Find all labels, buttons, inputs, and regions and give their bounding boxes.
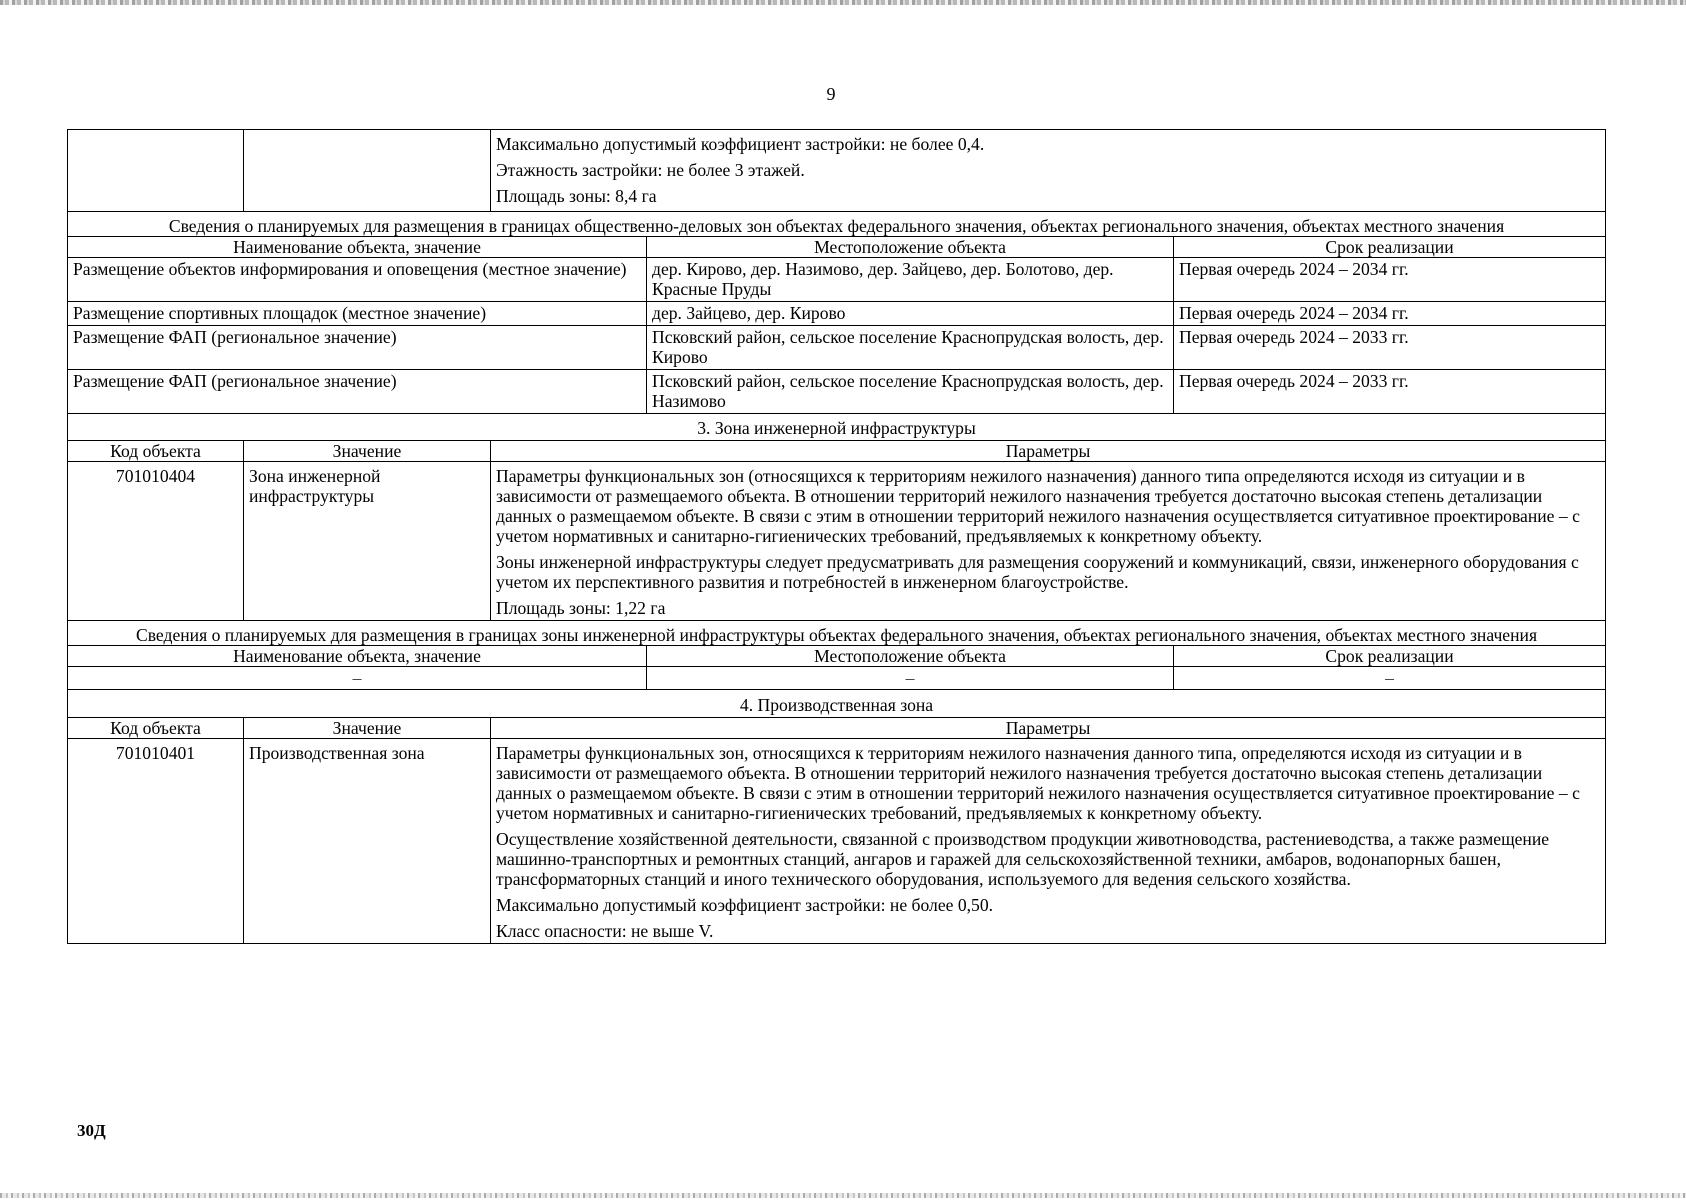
- object-location: Псковский район, сельское поселение Краснопрудская волость, дер. Кирово: [647, 326, 1174, 370]
- object-location: Псковский район, сельское поселение Краснопрудская волость, дер. Назимово: [647, 370, 1174, 414]
- zone-code: 701010401: [68, 739, 244, 944]
- column-header-code: Код объекта: [68, 718, 244, 739]
- column-header-params: Параметры: [491, 718, 1606, 739]
- document-code: 30Д: [77, 1121, 106, 1140]
- public-objects-header-row: [68, 237, 1606, 258]
- param-line: Этажность застройки: не более 3 этажей.: [496, 160, 805, 180]
- object-name: Размещение спортивных площадок (местное значение): [68, 302, 647, 326]
- table-row: [68, 258, 1606, 302]
- param-paragraph: Площадь зоны: 1,22 га: [496, 598, 666, 618]
- public-objects-heading-row: [68, 212, 1606, 237]
- zone-params: [491, 462, 1606, 621]
- zone-value: Производственная зона: [244, 739, 491, 944]
- table-row: [68, 370, 1606, 414]
- object-term: Первая очередь 2024 – 2033 гг.: [1174, 370, 1606, 414]
- zone-params: [491, 739, 1606, 944]
- zone-row: [68, 739, 1606, 944]
- param-paragraph: Осуществление хозяйственной деятельности, связанной с производством продукции животноводства, растениеводства, а также размещение машинно-транспортных и ремонтных станций, ангаров и гаражей для сельскохозяйственной техники, амбаров, водонапорных башен, трансформаторных станций и иного технического оборудования, используемого для ведения сельского хозяйства.: [496, 829, 1550, 889]
- public-objects-heading: Сведения о планируемых для размещения в границах общественно-деловых зон объектах федерального значения, объектах регионального значения, объектах местного значения: [68, 212, 1606, 237]
- engineering-objects-heading-row: [68, 621, 1606, 646]
- param-paragraph: Параметры функциональных зон, относящихся к территориям нежилого назначения данного типа, определяются исходя из ситуации и в зависимости от размещаемого объекта. В отношении территорий нежилого назначения требуется достаточно высокая степень детализации данных о размещаемом объекте. В связи с этим в отношении территорий нежилого назначения осуществляется ситуативное проектирование – с учетом нормативных и санитарно-гигиенических требований, предъявляемых к конкретному объекту.: [496, 743, 1580, 823]
- column-header-location: Местоположение объекта: [647, 646, 1174, 667]
- continuation-value-cell: [244, 130, 491, 212]
- column-header-params: Параметры: [491, 441, 1606, 462]
- zone-header-row: [68, 441, 1606, 462]
- param-paragraph: Параметры функциональных зон (относящихся к территориям нежилого назначения) данного типа определяются исходя из ситуации и в зависимости от размещаемого объекта. В отношении территорий нежилого назначения требуется достаточно высокая степень детализации данных о размещаемом объекте. В связи с этим в отношении территорий нежилого назначения осуществляется ситуативное проектирование – с учетом нормативных и санитарно-гигиенических требований, предъявляемых к конкретному объекту.: [496, 466, 1580, 546]
- scan-edge-bottom: [0, 1193, 1686, 1198]
- engineering-objects-header-row: [68, 646, 1606, 667]
- column-header-value: Значение: [244, 441, 491, 462]
- column-header-value: Значение: [244, 718, 491, 739]
- object-name: Размещение объектов информирования и оповещения (местное значение): [68, 258, 647, 302]
- object-name: Размещение ФАП (региональное значение): [68, 326, 647, 370]
- table-row: [68, 302, 1606, 326]
- section-title-engineering: 3. Зона инженерной инфраструктуры: [68, 414, 1606, 441]
- param-paragraph: Класс опасности: не выше V.: [496, 921, 714, 941]
- object-location: дер. Зайцево, дер. Кирово: [647, 302, 1174, 326]
- param-line: Максимально допустимый коэффициент застройки: не более 0,4.: [496, 134, 985, 154]
- zone-header-row: [68, 718, 1606, 739]
- section-title-production: 4. Производственная зона: [68, 690, 1606, 718]
- object-term: Первая очередь 2024 – 2034 гг.: [1174, 258, 1606, 302]
- object-term: Первая очередь 2024 – 2034 гг.: [1174, 302, 1606, 326]
- page-number: 9: [826, 84, 836, 104]
- param-paragraph: Зоны инженерной инфраструктуры следует предусматривать для размещения сооружений и коммуникаций, связи, инженерного оборудования с учетом их перспективного развития и потребностей в инженерном благоустройстве.: [496, 552, 1579, 592]
- continuation-code-cell: [68, 130, 244, 212]
- empty-cell: –: [1174, 667, 1606, 690]
- empty-table-row: [68, 667, 1606, 690]
- table-row: [68, 326, 1606, 370]
- continuation-params-cell: [491, 130, 1606, 212]
- continuation-row: [68, 130, 1606, 212]
- empty-cell: –: [68, 667, 647, 690]
- section-title-row: [68, 414, 1606, 441]
- object-location: дер. Кирово, дер. Назимово, дер. Зайцево, дер. Болотово, дер. Красные Пруды: [647, 258, 1174, 302]
- zone-value: Зона инженерной инфраструктуры: [244, 462, 491, 621]
- object-name: Размещение ФАП (региональное значение): [68, 370, 647, 414]
- zones-table: [67, 129, 1606, 944]
- empty-cell: –: [647, 667, 1174, 690]
- column-header-name: Наименование объекта, значение: [68, 237, 647, 258]
- object-term: Первая очередь 2024 – 2033 гг.: [1174, 326, 1606, 370]
- column-header-name: Наименование объекта, значение: [68, 646, 647, 667]
- column-header-location: Местоположение объекта: [647, 237, 1174, 258]
- engineering-objects-heading: Сведения о планируемых для размещения в границах зоны инженерной инфраструктуры объектах федерального значения, объектах регионального значения, объектах местного значения: [68, 621, 1606, 646]
- column-header-code: Код объекта: [68, 441, 244, 462]
- param-paragraph: Максимально допустимый коэффициент застройки: не более 0,50.: [496, 895, 994, 915]
- param-line: Площадь зоны: 8,4 га: [496, 186, 657, 206]
- section-title-row: [68, 690, 1606, 718]
- scan-edge-top: [0, 0, 1686, 5]
- column-header-term: Срок реализации: [1174, 646, 1606, 667]
- zone-row: [68, 462, 1606, 621]
- zone-code: 701010404: [68, 462, 244, 621]
- column-header-term: Срок реализации: [1174, 237, 1606, 258]
